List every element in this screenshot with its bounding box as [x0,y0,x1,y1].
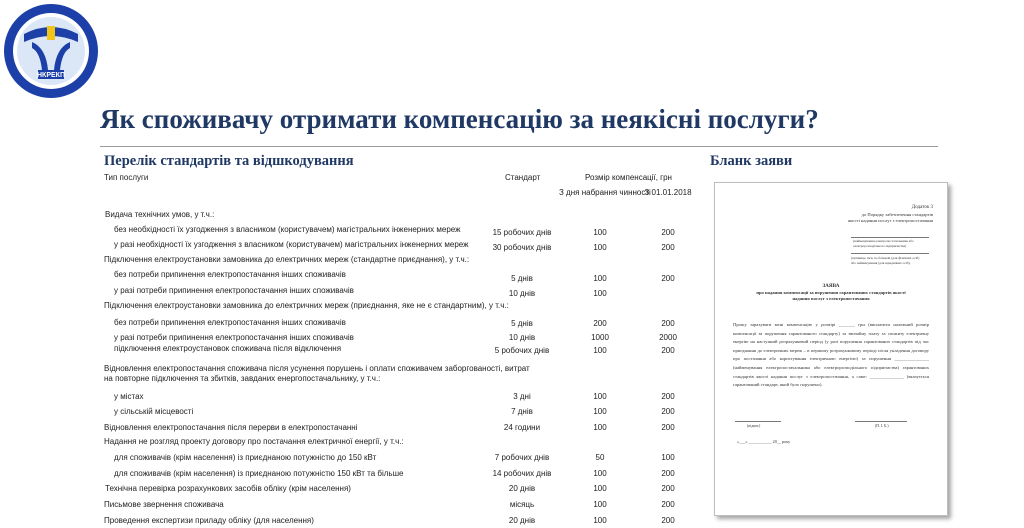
header-standard: Стандарт [505,173,541,182]
table-row-label: у містах [114,392,144,401]
table-row-label: Письмове звернення споживача [104,500,224,509]
table-row-standard: 7 робочих днів [494,453,550,462]
table-row-comp-b: 200 [661,392,675,401]
form-heading: Бланк заяви [710,153,793,169]
table-row-label: Підключення електроустановки замовника до електричних мереж (приєднання, яке не є стандартним), у т.ч.: [104,301,509,310]
table-row-comp-b: 200 [661,319,675,328]
table-row-label: без необхідності їх узгодження з власником (користувачем) магістральних інженерних мереж [114,225,461,234]
form-name-line [855,421,907,422]
table-row-comp-a: 100 [593,500,607,509]
table-row-label: Відновлення електропостачання після перерви в електропостачанні [104,423,358,432]
table-row-standard: 10 днів [508,333,536,342]
table-row-label: Видача технічних умов, у т.ч.: [105,210,215,219]
table-row-comp-a: 50 [595,453,605,462]
table-row-comp-b: 200 [661,274,675,283]
table-row-standard: 5 днів [511,319,533,328]
application-form-preview [714,182,948,516]
table-row-comp-b: 200 [661,346,675,355]
form-sign-caption: (підпис) [747,424,761,428]
table-row-standard: 5 днів [511,274,533,283]
table-row-standard: 14 робочих днів [492,469,552,478]
table-row-comp-b: 200 [661,484,675,493]
table-row-standard: 15 робочих днів [492,228,552,237]
form-sign-line [735,421,781,422]
table-row-comp-b: 200 [661,407,675,416]
logo-label: НКРЕКП [37,72,65,79]
header-comp-from-effective: З дня набрання чинності [559,188,651,197]
form-to-caption-2: електророзподільного підприємства) [853,244,907,248]
table-row-comp-a: 100 [593,407,607,416]
form-annex-line2: до Порядку забезпечення стандартів [861,212,933,217]
table-row-comp-b: 200 [661,500,675,509]
form-subtitle: про надання компенсації за порушення гарантованих стандартів якості [756,290,906,295]
table-row-label: для споживачів (крім населення) із приєднаною потужністю 150 кВт та більше [114,469,404,478]
table-row-label: у сільській місцевості [114,407,194,416]
table-row-standard: 7 днів [511,407,533,416]
title-divider [100,146,938,147]
table-row-comp-b: 200 [661,423,675,432]
form-to-caption: (найменування електропостачальника або [853,239,914,243]
table-row-comp-a: 100 [593,469,607,478]
table-row-comp-a: 100 [593,484,607,493]
form-date-line: «___» ___________ 20__ року [737,439,791,444]
table-row-label: у разі потреби припинення електропостачання інших споживачів [114,333,354,342]
table-row-standard: 10 днів [508,289,536,298]
standards-heading: Перелік стандартів та відшкодування [104,153,354,169]
table-row-comp-b: 200 [661,516,675,525]
table-row-label: Підключення електроустановки замовника до електричних мереж (стандартне приєднання), у т.ч.: [104,255,470,264]
nkrekp-logo [2,2,100,100]
form-from-line [851,253,929,254]
table-row-label: без потреби припинення електропостачання інших споживачів [114,318,346,327]
table-row-comp-b: 200 [661,228,675,237]
table-row-label: Проведення експертизи приладу обліку (для населення) [104,516,314,525]
table-row-label: Надання не розгляд проекту договору про постачання електричної енергії, у т.ч.: [104,437,404,446]
table-row-comp-a: 100 [593,274,607,283]
table-row-standard: 24 години [503,423,541,432]
table-row-standard: 5 робочих днів [494,346,550,355]
table-row-comp-b: 2000 [659,333,677,342]
table-row-standard: 3 дні [513,392,531,401]
form-from-caption: (прізвище, ім'я, по батькові (для фізичних осіб) [851,256,920,260]
form-annex: Додаток 3 [911,205,933,210]
header-service-type: Тип послуги [104,173,149,182]
table-row-comp-b: 100 [661,453,675,462]
table-row-comp-a: 100 [593,243,607,252]
table-row-label: для споживачів (крім населення) із приєднаною потужністю до 150 кВт [114,453,377,462]
table-row-comp-b: 200 [661,469,675,478]
table-row-standard: місяць [509,500,535,509]
header-comp-from-2018: З 01.01.2018 [644,188,692,197]
table-row-comp-a: 100 [593,516,607,525]
table-row-comp-a: 200 [593,319,607,328]
table-row-comp-a: 1000 [591,333,609,342]
table-row-comp-a: 100 [593,228,607,237]
table-row-comp-a: 100 [593,289,607,298]
table-row-label: Відновлення електропостачання споживача після усунення порушень і оплати споживачем заборгованості, витрат [104,364,530,373]
table-row-label: без потреби припинення електропостачання інших споживачів [114,270,346,279]
table-row-label: Технічна перевірка розрахункових засобів обліку (крім населення) [105,484,351,493]
table-row-comp-a: 100 [593,346,607,355]
table-row-label-cont: на повторне підключення та збитків, завданих енергопостачальнику, у т.ч.: [104,374,381,383]
form-to-line [851,237,929,238]
form-from-caption-2: або найменування (для юридичних осіб), [851,261,911,265]
table-row-label: у разі необхідності їх узгодження з власником (користувачем) магістральних інженерних мереж [114,240,469,249]
table-row-comp-a: 100 [593,392,607,401]
table-row-label: у разі потреби припинення електропостачання інших споживачів [114,286,354,295]
header-compensation: Розмір компенсації, грн [585,173,672,182]
form-annex-line3: якості надання послуг з електропостачання [848,218,933,223]
table-row-comp-a: 100 [593,423,607,432]
table-row-label: підключення електроустановок споживача після відключення [114,344,342,353]
form-subtitle-2: надання послуг з електропостачання [792,296,870,301]
table-row-standard: 30 робочих днів [492,243,552,252]
page-title: Як споживачу отримати компенсацію за неякісні послуги? [100,104,819,134]
table-row-standard: 20 днів [508,484,536,493]
form-body-text: Прошу зарахувати мені компенсацію у розмірі _______ грн (виплатити належний розмір компенсації за порушення гарантованого стандарту) за звичайну плату за спожиту електричну енергію на наступний розрахунковий період (у разі порушення гарантованих стандартів під час приєднання до електричних мереж – в першому розрахунковому періоді після укладення договору про постачання або користування електричною енергією) за порушення _______________ (найменування електропостачальника або електророзподільного підприємства) гарантованих стандартів якості надання послуг з електропостачання, а саме: _______________ (вказується гарантований стандарт, який було порушено). [733,322,929,388]
table-row-comp-b: 200 [661,243,675,252]
table-row-standard: 20 днів [508,516,536,525]
form-title: ЗАЯВА [822,283,840,289]
form-name-caption: (П. І. Б.) [875,424,889,428]
